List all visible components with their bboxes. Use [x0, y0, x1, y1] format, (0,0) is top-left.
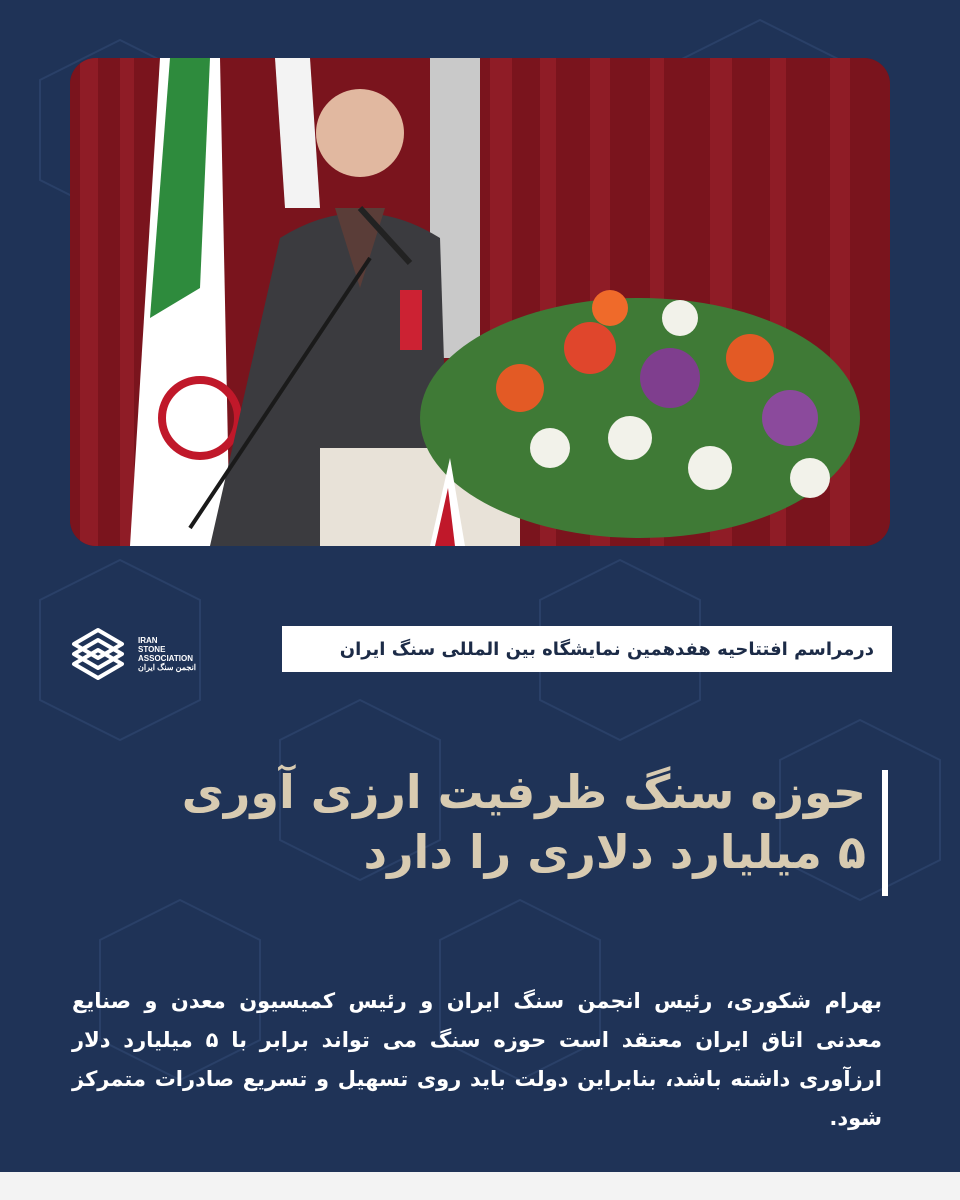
- photo-speaker-icon: [70, 58, 890, 546]
- logo-text: [138, 636, 196, 672]
- news-body-text: بهرام شکوری، رئیس انجمن سنگ ایران و رئیس کمیسیون معدن و صنایع معدنی اتاق ایران معتقد است حوزه سنگ می تواند برابر با ۵ میلیارد دلار ارزآوری داشته باشد، بنابراین دولت باید روی تسهیل و تسریع صادرات متمرکز شود.: [72, 989, 882, 1130]
- logo-line-1: IRAN: [138, 636, 158, 645]
- bottom-strip: [0, 1172, 960, 1200]
- headline: [181, 762, 888, 882]
- logo-line-4: انجمن سنگ ایران: [138, 663, 197, 672]
- news-photo: [70, 58, 890, 546]
- logo-line-2: STONE: [138, 645, 166, 654]
- event-caption-text: درمراسم افتتاحیه هفدهمین نمایشگاه بین المللی سنگ ایران: [339, 638, 874, 660]
- logo-line-3: ASSOCIATION: [138, 654, 193, 663]
- headline-line-1: حوزه سنگ ظرفیت ارزی آوری: [181, 765, 866, 819]
- headline-line-2: ۵ میلیارد دلاری را دارد: [363, 825, 866, 879]
- event-caption: [282, 626, 892, 672]
